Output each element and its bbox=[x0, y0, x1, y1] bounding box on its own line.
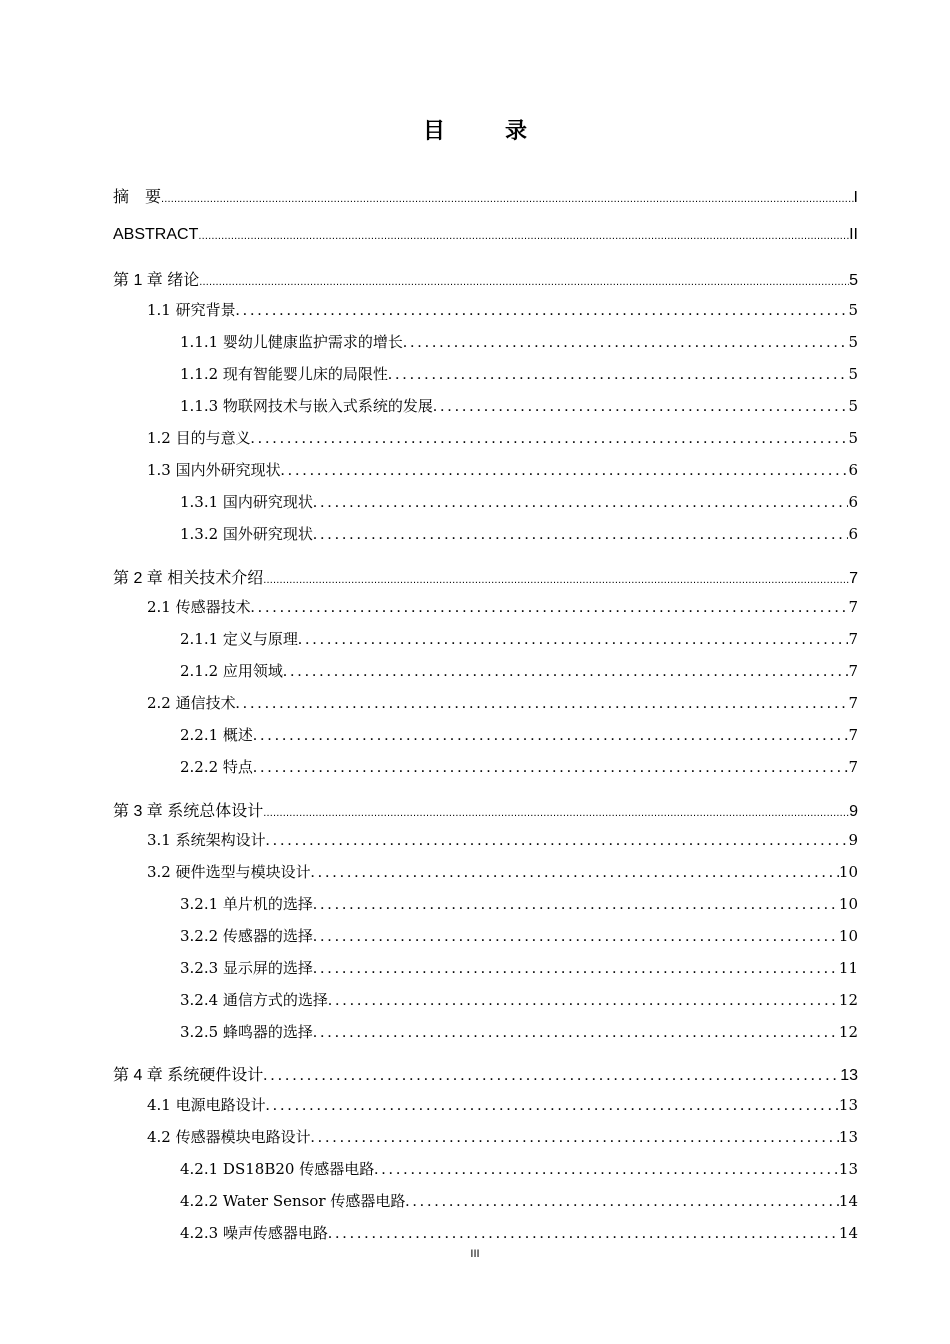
toc-leader-dots bbox=[251, 599, 849, 617]
toc-entry-page: 6 bbox=[848, 493, 858, 511]
toc-leader-dots bbox=[311, 1129, 839, 1147]
toc-entry-title: 3.2.4 通信方式的选择 bbox=[180, 991, 328, 1009]
toc-leader-dots bbox=[161, 193, 854, 205]
toc-entry-page: 5 bbox=[848, 429, 858, 447]
toc-entry[interactable] bbox=[180, 1021, 858, 1045]
toc-entry-page: 5 bbox=[849, 272, 858, 289]
toc-entry-page: 7 bbox=[849, 570, 858, 587]
toc-entry-page: 6 bbox=[848, 461, 858, 479]
toc-leader-dots bbox=[236, 695, 849, 713]
toc-entry-page: 13 bbox=[840, 1067, 858, 1084]
toc-entry-page: 7 bbox=[848, 758, 858, 776]
toc-entry[interactable] bbox=[147, 1126, 858, 1150]
toc-leader-dots bbox=[266, 1097, 839, 1115]
toc-entry-title: 2.2.1 概述 bbox=[180, 726, 253, 744]
toc-entry-page: 14 bbox=[838, 1224, 858, 1242]
toc-entry[interactable] bbox=[180, 331, 858, 355]
toc-leader-dots bbox=[313, 1024, 839, 1042]
toc-entry[interactable] bbox=[113, 565, 858, 589]
toc-entry[interactable] bbox=[180, 1158, 858, 1182]
toc-entry-page: 13 bbox=[838, 1096, 858, 1114]
toc-entry[interactable] bbox=[180, 363, 858, 387]
toc-entry[interactable] bbox=[147, 861, 858, 885]
toc-leader-dots bbox=[313, 494, 849, 512]
toc-entry-page: 10 bbox=[838, 927, 858, 945]
toc-entry-page: 11 bbox=[838, 959, 858, 977]
toc-entry-title: 3.2.2 传感器的选择 bbox=[180, 927, 313, 945]
toc-entry-title: 3.2.5 蜂鸣器的选择 bbox=[180, 1023, 313, 1041]
toc-entry-page: I bbox=[853, 189, 858, 206]
toc-entry-title: ABSTRACT bbox=[113, 226, 199, 243]
toc-leader-dots bbox=[388, 366, 849, 384]
toc-leader-dots bbox=[313, 960, 839, 978]
toc-leader-dots bbox=[253, 727, 849, 745]
toc-entry-title: 第 4 章 系统硬件设计 bbox=[113, 1067, 264, 1084]
title-char-1: 目 bbox=[422, 119, 445, 144]
toc-entry-title: 2.1.1 定义与原理 bbox=[180, 630, 298, 648]
toc-leader-dots bbox=[433, 398, 849, 416]
toc-leader-dots bbox=[251, 430, 849, 448]
toc-entry-page: 13 bbox=[838, 1160, 858, 1178]
toc-entry-page: 14 bbox=[838, 1192, 858, 1210]
toc-entry-title: 4.2.1 DS18B20 传感器电路 bbox=[180, 1160, 375, 1178]
toc-entry-title: 摘 要 bbox=[113, 189, 162, 206]
toc-leader-dots bbox=[403, 334, 849, 352]
toc-leader-dots bbox=[405, 1193, 839, 1211]
toc-entry[interactable] bbox=[147, 692, 858, 716]
toc-entry-page: 6 bbox=[848, 525, 858, 543]
toc-entry-title: 4.1 电源电路设计 bbox=[147, 1096, 266, 1114]
toc-entry-title: 3.2 硬件选型与模块设计 bbox=[147, 863, 311, 881]
toc-entry-page: 5 bbox=[848, 333, 858, 351]
page-title bbox=[0, 114, 950, 145]
toc-entry[interactable] bbox=[180, 989, 858, 1013]
toc-entry-title: 3.2.1 单片机的选择 bbox=[180, 895, 313, 913]
page-number: III bbox=[470, 1248, 480, 1260]
toc-entry[interactable] bbox=[180, 523, 858, 547]
title-char-2: 录 bbox=[505, 119, 528, 144]
toc-entry-title: 1.1 研究背景 bbox=[147, 301, 236, 319]
toc-entry-title: 3.2.3 显示屏的选择 bbox=[180, 959, 313, 977]
toc-entry-page: 10 bbox=[838, 895, 858, 913]
toc-entry-page: 12 bbox=[838, 1023, 858, 1041]
toc-leader-dots bbox=[313, 928, 839, 946]
toc-leader-dots bbox=[266, 832, 849, 850]
toc-entry-page: 9 bbox=[848, 831, 858, 849]
toc-entry-title: 第 2 章 相关技术介绍 bbox=[113, 570, 264, 587]
toc-leader-dots bbox=[374, 1161, 839, 1179]
toc-entry-title: 1.1.3 物联网技术与嵌入式系统的发展 bbox=[180, 397, 433, 415]
toc-entry[interactable] bbox=[147, 459, 858, 483]
toc-leader-dots bbox=[313, 896, 839, 914]
toc-leader-dots bbox=[311, 864, 839, 882]
toc-entry-title: 第 1 章 绪论 bbox=[113, 272, 200, 289]
toc-leader-dots bbox=[236, 302, 849, 320]
toc-entry[interactable] bbox=[180, 491, 858, 515]
toc-entry[interactable] bbox=[113, 226, 858, 250]
toc-entry-page: 7 bbox=[848, 598, 858, 616]
toc-leader-dots bbox=[328, 992, 839, 1010]
toc-entry-page: 10 bbox=[838, 863, 858, 881]
toc-entry[interactable] bbox=[113, 798, 858, 822]
toc-entry[interactable] bbox=[180, 893, 858, 917]
toc-entry[interactable] bbox=[113, 267, 858, 291]
toc-entry-title: 4.2.3 噪声传感器电路 bbox=[180, 1224, 328, 1242]
toc-entry[interactable] bbox=[147, 829, 858, 853]
toc-entry-title: 3.1 系统架构设计 bbox=[147, 831, 266, 849]
toc-entry[interactable] bbox=[180, 756, 858, 780]
toc-entry-title: 1.3.2 国外研究现状 bbox=[180, 525, 313, 543]
toc-leader-dots bbox=[298, 631, 849, 649]
toc-entry[interactable] bbox=[180, 957, 858, 981]
toc-entry-page: 5 bbox=[848, 301, 858, 319]
toc-entry-title: 4.2.2 Water Sensor 传感器电路 bbox=[180, 1192, 406, 1210]
toc-entry-title: 第 3 章 系统总体设计 bbox=[113, 803, 264, 820]
toc-leader-dots bbox=[253, 759, 849, 777]
toc-leader-dots bbox=[328, 1225, 839, 1243]
toc-entry-title: 2.2.2 特点 bbox=[180, 758, 253, 776]
toc-entry[interactable] bbox=[147, 596, 858, 620]
toc-entry[interactable] bbox=[180, 925, 858, 949]
toc-entry-title: 1.3 国内外研究现状 bbox=[147, 461, 281, 479]
toc-entry-title: 2.2 通信技术 bbox=[147, 694, 236, 712]
toc-entry-title: 1.1.1 婴幼儿健康监护需求的增长 bbox=[180, 333, 403, 351]
toc-entry[interactable] bbox=[113, 1062, 858, 1086]
toc-leader-dots bbox=[263, 574, 849, 586]
toc-entry-page: 12 bbox=[838, 991, 858, 1009]
toc-entry[interactable] bbox=[147, 1094, 858, 1118]
toc-entry-title: 4.2 传感器模块电路设计 bbox=[147, 1128, 311, 1146]
toc-entry[interactable] bbox=[180, 395, 858, 419]
toc-entry-page: 5 bbox=[848, 397, 858, 415]
toc-entry[interactable] bbox=[180, 1222, 858, 1246]
toc-leader-dots bbox=[263, 807, 849, 819]
toc-entry[interactable] bbox=[180, 1190, 858, 1214]
toc-entry-page: II bbox=[849, 226, 858, 243]
toc-entry[interactable] bbox=[180, 724, 858, 748]
toc-entry-page: 13 bbox=[838, 1128, 858, 1146]
toc-entry-title: 1.3.1 国内研究现状 bbox=[180, 493, 313, 511]
toc-entry-page: 9 bbox=[849, 803, 858, 820]
toc-entry-title: 2.1 传感器技术 bbox=[147, 598, 251, 616]
toc-entry-page: 5 bbox=[848, 365, 858, 383]
toc-entry[interactable] bbox=[147, 427, 858, 451]
toc-leader-dots bbox=[313, 526, 849, 544]
toc-leader-dots bbox=[199, 276, 849, 288]
toc-entry-page: 7 bbox=[848, 694, 858, 712]
toc-entry[interactable] bbox=[113, 184, 858, 208]
toc-entry[interactable] bbox=[147, 299, 858, 323]
toc-entry-page: 7 bbox=[848, 630, 858, 648]
toc-leader-dots bbox=[263, 1067, 840, 1085]
toc-entry-title: 1.1.2 现有智能婴儿床的局限性 bbox=[180, 365, 388, 383]
toc-entry[interactable] bbox=[180, 628, 858, 652]
toc-entry-title: 1.2 目的与意义 bbox=[147, 429, 251, 447]
toc-entry-page: 7 bbox=[848, 662, 858, 680]
toc-leader-dots bbox=[281, 462, 849, 480]
toc-entry[interactable] bbox=[180, 660, 858, 684]
toc-leader-dots bbox=[198, 230, 849, 242]
toc-entry-page: 7 bbox=[848, 726, 858, 744]
toc-entry-title: 2.1.2 应用领域 bbox=[180, 662, 283, 680]
toc-leader-dots bbox=[283, 663, 849, 681]
